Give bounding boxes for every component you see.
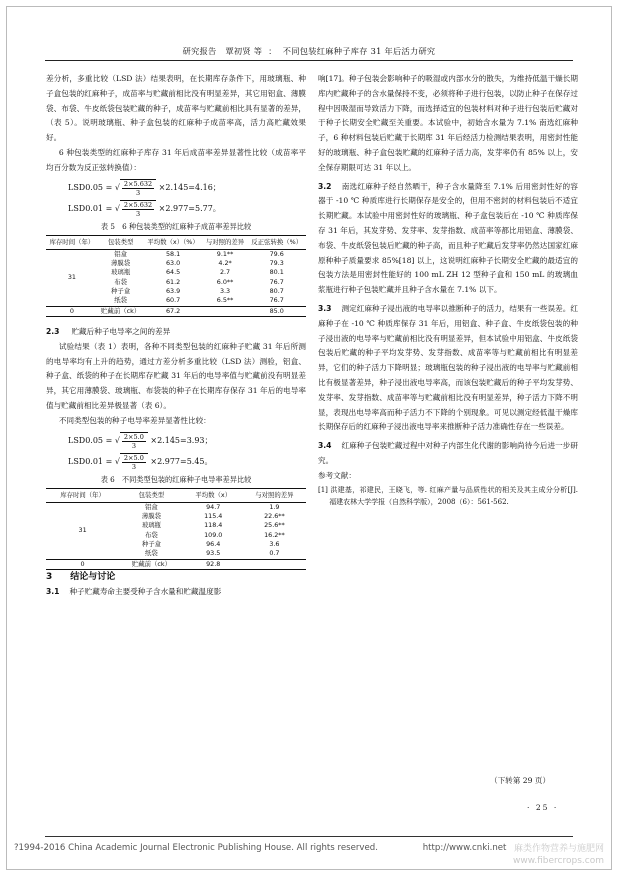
table-header: 与对照的差异 <box>243 488 306 502</box>
table-cell-year: 31 <box>67 273 76 282</box>
table-row-control: 0 贮藏前（ck） 92.8 <box>46 559 306 569</box>
table-header: 包装类型 <box>119 488 183 502</box>
table-row: 纸袋 60.7 6.5** 76.7 <box>114 296 284 305</box>
footer-copyright: ?1994-2016 China Academic Journal Electronic Publishing House. All rights reserved. <box>14 843 378 853</box>
table-5 <box>46 235 306 317</box>
table-row: 布袋 109.0 16.2** <box>145 530 285 539</box>
sqrt-symbol: √ <box>114 435 120 445</box>
paragraph: 6 种包装类型的红麻种子库存 31 年后成苗率差异显著性比较（成苗率平均百分数为反正弦转换值）： <box>46 147 306 172</box>
table-header: 反正弦转换（%） <box>247 235 306 249</box>
footer <box>14 843 506 853</box>
equation-lsd-001: LSD0.01 = √ $\frac{2\times 5.0}{3} \times 2.977=5.45$。 <box>68 453 213 471</box>
header-section: 研究报告 <box>182 46 217 56</box>
table-row: 种子盒 63.9 3.3 80.7 <box>111 287 284 296</box>
table-caption: 表 5 6 种包装类型的红麻种子成苗率差异比较 <box>100 221 252 231</box>
paragraph: 3.3 测定红麻种子浸出液的电导率以推断种子的活力，结果有一些误差。红麻种子在 -10 ℃ 种质库保存 31 年后，用铝盒、种子盒、牛皮纸袋包装的种子浸出液的电导率与贮藏前相比没有明显差异，但本试验中用铝盒、牛皮纸袋包装后贮藏的种子平均发芽势、发芽指数、成苗率等与贮藏前相比有明显差异，它们的种子活力下降明显；玻璃瓶包装的种子浸出液的电导率与贮藏前相比有极显著差异，种子浸出液电导率高，而该包装贮藏后的种子平均发芽势、发芽率、发芽指数、成苗率等与贮藏前相比没有明显差异，种子活力下降不明显，表现出电导率高而种子活力不下降的个别现象。可见以测定经低温干燥库长期保存后的红麻种子浸出液电导率来推断种子活力准确性存在一些误差。 <box>318 303 578 432</box>
table-row: 种子盒 96.4 3.6 <box>141 540 280 549</box>
table-row: 31 铝盒 58.1 9.1** 79.6 <box>46 249 306 259</box>
table-row: 纸袋 93.5 0.7 <box>145 549 280 558</box>
paragraph: 3.4 红麻种子包装贮藏过程中对种子内部生化代谢的影响尚待今后进一步研究。 <box>318 441 578 465</box>
header-authors: 覃初贤 等 <box>225 46 263 56</box>
paragraph: 试验结果（表 1）表明，各种不同类型包装的红麻种子贮藏 31 年后所测的电导率均有上升的趋势，通过方差分析多重比较（LSD 法）测验，铝盒、种子盒、纸袋的种子在长期库存贮藏 31 年后的电导率值与贮藏前没有明显差异，其它用薄膜袋、玻璃瓶、布袋装的种子在长期库存保存 31 年后的电导率值与贮藏前相比差异极显著（表 6）。 <box>46 341 306 410</box>
table-row: 31 铝盒 94.7 1.9 <box>46 502 306 512</box>
left-column <box>46 72 306 600</box>
sqrt-symbol: √ <box>114 182 120 192</box>
right-column <box>318 72 578 508</box>
page-number: · 25 · <box>527 803 559 812</box>
footer-site-link[interactable]: http://www.cnki.net <box>422 843 507 853</box>
table-header: 库存时间（年） <box>46 488 119 502</box>
running-header: 研究报告 覃初贤 等 ： 不同包装红麻种子库存 31 年后活力研究 <box>182 46 436 56</box>
table-6 <box>46 488 306 570</box>
table-header: 库存时间（年） <box>46 235 98 249</box>
paragraph: 不同类型包装的种子电导率差异显著性比较： <box>58 415 211 425</box>
equation-lsd-005: LSD0.05 = √ $\frac{2\times 5.0}{3} \times 2.145=3.93$； <box>68 432 213 450</box>
header-title: 不同包装红麻种子库存 31 年后活力研究 <box>282 46 436 56</box>
section-heading-2-3: 2.3 贮藏后种子电导率之间的差异 <box>46 326 171 336</box>
table-row: 玻璃瓶 64.5 2.7 80.1 <box>111 268 284 277</box>
sqrt-symbol: √ <box>114 203 120 213</box>
watermark: 麻类作物营养与施肥网 www.fibercrops.com <box>513 844 604 866</box>
table-caption: 表 6 不同类型包装的红麻种子电导率差异比较 <box>100 474 252 484</box>
header-rule <box>45 60 573 61</box>
equation-lsd-005: LSD0.05 = √ $\frac{2\times 5.632}{3} \times 2.145=4.16$； <box>68 179 221 197</box>
continued-note: （下转第 29 页） <box>490 776 551 785</box>
table-row: 薄膜袋 115.4 22.6** <box>141 512 285 521</box>
table-row: 玻璃瓶 118.4 25.6** <box>141 521 285 530</box>
table-row: 布袋 61.2 6.0** 76.7 <box>114 277 284 286</box>
equation-lsd-001: LSD0.01 = √ $\frac{2\times 5.632}{3} \times 2.977=5.77$。 <box>68 200 221 218</box>
sqrt-symbol: √ <box>114 456 120 466</box>
references-heading: 参考文献： <box>318 470 356 480</box>
footer-rule <box>45 836 573 837</box>
paragraph: 响[17]。种子包装会影响种子的吸湿或内部水分的散失，为维持低温干燥长期库内贮藏种子的含水量保持不变，必须将种子进行包装，以防止种子在保存过程中因吸湿而导致活力下降，而选择适宜的包装材料对种子进行包装后贮藏对于种子长期安全贮藏至关重要。本试验中，初始含水量为 7.1% 南选红麻种子，6 种材料包装后贮藏于长期库 31 年后经活力检测结果表明，用密封性能好的玻璃瓶、种子盒包装贮藏的红麻种子活力高，发芽率仍有 85% 以上，安全保存期限可达 31 年以上。 <box>318 74 578 172</box>
table-header: 包装类型 <box>98 235 144 249</box>
paragraph: 3.1 种子贮藏寿命主要受种子含水量和贮藏温度影 <box>46 586 222 596</box>
paragraph: 差分析，多重比较（LSD 法）结果表明，在长期库存条件下，用玻璃瓶、种子盒包装的红麻种子，成苗率与贮藏前相比没有明显差异，其它用铝盒、薄膜袋、布袋、牛皮纸袋包装贮藏的种子，成苗率与贮藏前相比具有显著的差异，（表 5）。说明玻璃瓶、种子盒包装的红麻种子成苗率高，活力高贮藏效果好。 <box>46 74 306 143</box>
reference-item: [1] 洪建基，祁建民，王晓飞，等. 红麻产量与品质性状的相关及其主成分分析[J]. 福建农林大学学报（自然科学版），2008（6）：561-562. <box>318 485 578 506</box>
table-header: 与对照的差异 <box>203 235 248 249</box>
paragraph: 3.2 南选红麻种子经自然晒干，种子含水量降至 7.1% 后用密封性好的容器于 -10 ℃ 种质库进行长期保存是安全的，但用不密封的材料包装后不适宜长期贮藏。本试验中用密封性好的玻璃瓶、种子盒包装后在 -10 ℃ 种质库保存 31 年后，其发芽势、发芽率、发芽指数、成苗率等都比用铝盒、薄膜袋、布袋、牛皮纸袋包装后贮藏的种子高，而且种子贮藏后发芽率仍然达国家红麻原种种子质量要求 85%[18] 以上，这说明红麻种子长期安全贮藏的最适宜的包装方法是用密封性能好的 100 mL ZH 12 型种子盒和 150 mL 的玻璃血浆瓶进行种子包装贮藏并且种子含水量在 7.1% 以下。 <box>318 181 578 295</box>
table-header: 平均数（x） <box>184 488 243 502</box>
section-heading-3: 3 结论与讨论 <box>46 571 116 582</box>
table-row-control: 0 贮藏前（ck） 67.2 85.0 <box>46 306 306 316</box>
table-row: 薄膜袋 63.0 4.2* 79.3 <box>111 259 284 268</box>
table-header: 平均数（x）（%） <box>143 235 202 249</box>
table-cell-year: 31 <box>78 526 87 535</box>
